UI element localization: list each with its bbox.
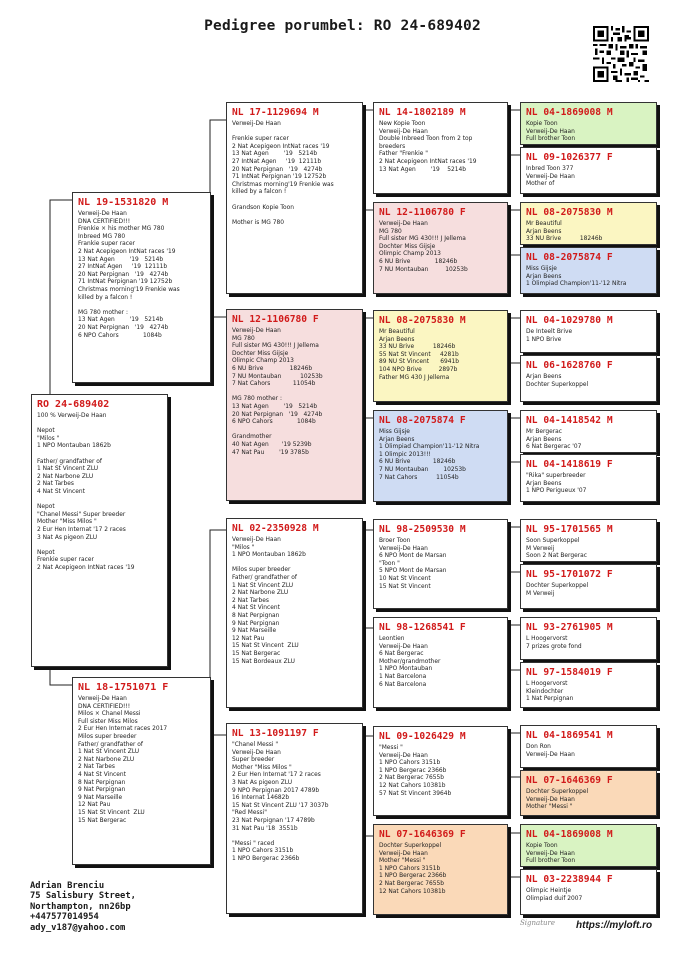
card-ring-number: NL 95-1701565 M — [526, 524, 613, 535]
card-subject[interactable] — [31, 394, 168, 667]
card-ring-number: NL 08-2075874 F — [379, 415, 466, 426]
card-ggp-3[interactable] — [373, 310, 508, 402]
card-details: Leontien Verweij-De Haan 6 Nat Bergerac Mother/grandmother 1 NPO Montauban 1 Nat Barcelona 6 Nat Barcelona — [379, 636, 441, 688]
card-ggp-8[interactable] — [373, 824, 508, 915]
website-link[interactable]: https://myloft.ro — [576, 920, 653, 931]
owner-phone[interactable]: +447577014954 — [30, 912, 99, 923]
card-paternal-grandmother[interactable] — [226, 309, 363, 501]
card-ring-number: NL 98-1268541 F — [379, 622, 466, 633]
card-details: L Hoogervorst Kleindochter 1 Nat Perpignan — [526, 681, 574, 703]
card-ring-number: NL 12-1106780 F — [379, 207, 466, 218]
card-details: Mr Bergerac Arjan Beens 6 Nat Bergerac '07 — [526, 429, 582, 451]
card-gggp-14[interactable] — [520, 770, 657, 816]
card-details: Verweij-De Haan MG 780 Full sister MG 430!!! J Jellema Dochter Miss Gijsje Olimpic Champ 2013 6 NU Brive 18246b 7 NU Montauban 10253b — [379, 221, 468, 273]
card-ring-number: NL 08-2075874 F — [526, 252, 613, 263]
card-details: Kopie Toon Verweij-De Haan Full brother Toon — [526, 121, 576, 143]
card-details: "Rika" superbreeder Arjan Beens 1 NPO Perigueux '07 — [526, 473, 587, 495]
card-details: Dochter Superkoppel M Verweij — [526, 583, 589, 597]
card-details: Don Ron Verweij-De Haan — [526, 744, 575, 758]
card-gggp-4[interactable] — [520, 247, 657, 294]
card-ring-number: NL 07-1646369 F — [526, 775, 613, 786]
card-gggp-16[interactable] — [520, 869, 657, 915]
card-ring-number: NL 04-1418542 M — [526, 415, 613, 426]
card-details: Kopie Toon Verweij-De Haan Full brother Toon — [526, 843, 576, 865]
card-maternal-grandfather[interactable] — [226, 518, 363, 708]
card-mother[interactable] — [72, 677, 211, 865]
card-gggp-12[interactable] — [520, 662, 657, 708]
card-ring-number: NL 14-1802189 M — [379, 107, 466, 118]
card-ring-number: NL 07-1646369 F — [379, 829, 466, 840]
card-ring-number: NL 08-2075830 M — [379, 315, 466, 326]
card-gggp-10[interactable] — [520, 564, 657, 609]
card-details: Verweij-De Haan "Milos " 1 NPO Montauban 1862b Milos super breeder Father/ grandfather of 1 Nat St Vincent ZLU 2 Nat Narbone ZLU 2 Nat Tarbes 4 Nat St Vincent 8 Nat Perpignan 9 Nat Perpignan 9 Nat Marseille 12 Nat Pau 15 Nat St Vincent ZLU 15 Nat Bergerac 15 Nat Bordeaux ZLU — [232, 537, 306, 665]
card-ggp-6[interactable] — [373, 617, 508, 708]
card-ggp-4[interactable] — [373, 410, 508, 502]
card-maternal-grandmother[interactable] — [226, 723, 363, 914]
card-ring-number: NL 04-1869008 M — [526, 829, 613, 840]
card-details: New Kopie Toon Verweij-De Haan Double Inbreed Toon from 2 top breeders Father "Frenkie " 2 Nat Acepigeon IntNat races '19 13 Nat Agen '19 5214b — [379, 121, 477, 173]
card-details: Olimpic Heintje Olimpiad duif 2007 — [526, 888, 583, 902]
card-ggp-5[interactable] — [373, 519, 508, 609]
card-ring-number: NL 18-1751071 F — [78, 682, 169, 693]
card-details: Mr Beautiful Arjan Beens 33 NU Brive 18246b 55 Nat St Vincent 4281b 89 NU St Vincent 6941b 104 NPO Brive 2897b Father MG 430 J Jellema — [379, 329, 460, 381]
card-ring-number: NL 02-2350928 M — [232, 523, 319, 534]
card-ggp-2[interactable] — [373, 202, 508, 294]
card-ggp-1[interactable] — [373, 102, 508, 194]
card-paternal-grandfather[interactable] — [226, 102, 363, 294]
card-father[interactable] — [72, 192, 211, 383]
card-details: Verweij-De Haan DNA CERTIFIED!!! Milos × Chanel Messi Full sister Miss Milos 2 Eur Hen Internat races 2017 Milos super breeder Father/ grandfather of 1 Nat St Vincent ZLU 2 Nat Narbone ZLU 2 Nat Tarbes 4 Nat St Vincent 8 Nat Perpignan 9 Nat Perpignan 9 Nat Marseille 12 Nat Pau 15 Nat St Vincent ZLU 15 Nat Bergerac — [78, 696, 168, 824]
card-details: Arjan Beens Dochter Superkoppel — [526, 374, 589, 388]
card-details: Soon Superkoppel M Verweij Soon 2 Nat Bergerac — [526, 538, 587, 560]
card-gggp-2[interactable] — [520, 147, 657, 194]
card-ring-number: NL 04-1869541 M — [526, 730, 613, 741]
card-details: Verweij-De Haan DNA CERTIFIED!!! Frenkie × his mother MG 780 Inbreed MG 780 Frankie super racer 2 Nat Acepigeon IntNat races '19 13 Nat Agen '19 5214b 27 IntNat Agen '19 12111b 20 Nat Perpignan '19 4274b 71 IntNat Perpignan '19 12752b Christmas morning'19 Frenkie was killed by a falcon ! MG 780 mother : 13 Nat Agen '19 5214b 20 Nat Perpignan '19 4274b 6 NPO Cahors 1084b — [78, 211, 180, 339]
owner-contact — [30, 881, 136, 933]
card-ring-number: NL 04-1418619 F — [526, 459, 613, 470]
card-gggp-13[interactable] — [520, 725, 657, 768]
card-details: Broer Toon Verweij-De Haan 6 NPO Mont de Marsan "Toon " 5 NPO Mont de Marsan 10 Nat St Vincent 15 Nat St Vincent — [379, 538, 447, 590]
card-ring-number: NL 17-1129694 M — [232, 107, 319, 118]
card-ring-number: NL 12-1106780 F — [232, 314, 319, 325]
card-details: Mr Beautiful Arjan Beens 33 NU Brive 18246b — [526, 221, 603, 243]
card-ring-number: NL 98-2509530 M — [379, 524, 466, 535]
owner-street: 75 Salisbury Street, — [30, 891, 136, 902]
card-ggp-7[interactable] — [373, 726, 508, 816]
card-ring-number: RO 24-689402 — [37, 399, 110, 410]
signature: Signature — [520, 919, 556, 927]
card-ring-number: NL 93-2761905 M — [526, 622, 613, 633]
owner-email[interactable]: ady_v187@yahoo.com — [30, 922, 126, 933]
card-gggp-8[interactable] — [520, 454, 657, 502]
card-ring-number: NL 09-1026429 M — [379, 731, 466, 742]
card-details: De Inteelt Brive 1 NPO Brive — [526, 329, 573, 343]
owner-name: Adrian Brenciu — [30, 881, 105, 891]
card-gggp-7[interactable] — [520, 410, 657, 453]
card-ring-number: NL 95-1701072 F — [526, 569, 613, 580]
card-ring-number: NL 97-1584019 F — [526, 667, 613, 678]
card-details: Miss Gijsje Arjan Beens 1 Olimpiad Champion'11-'12 Nitra — [526, 266, 627, 288]
card-gggp-15[interactable] — [520, 824, 657, 867]
card-gggp-1[interactable] — [520, 102, 657, 145]
card-gggp-11[interactable] — [520, 617, 657, 660]
card-details: "Chanel Messi " Verweij-De Haan Super breeder Mother "Miss Milos " 2 Eur Hen Internat '17 2 races 3 Nat As pigeon ZLU 9 NPO Perpignan 2017 4789b 16 Internat 14682b 15 Nat St Vincent ZLU '17 3037b "Red Messi" 23 Nat Perpignan '17 4789b 31 Nat Pau '18 3551b "Messi " raced 1 NPO Cahors 3151b 1 NPO Bergerac 2366b — [232, 742, 329, 862]
card-ring-number: NL 09-1026377 F — [526, 152, 613, 163]
card-ring-number: NL 06-1628760 F — [526, 360, 613, 371]
card-ring-number: NL 04-1029780 M — [526, 315, 613, 326]
card-gggp-6[interactable] — [520, 355, 657, 402]
owner-city: Northampton, nn26bp — [30, 901, 131, 912]
card-ring-number: NL 08-2075830 M — [526, 207, 613, 218]
card-details: Dochter Superkoppel Verweij-De Haan Mother "Messi " 1 NPO Cahors 3151b 1 NPO Bergerac 2366b 2 Nat Bergerac 7655b 12 Nat Cahors 10381b — [379, 843, 447, 895]
page-title: Pedigree porumbel: RO 24-689402 — [204, 18, 481, 34]
card-details: Inbred Toon 377 Verweij-De Haan Mother of — [526, 166, 575, 188]
card-gggp-5[interactable] — [520, 310, 657, 353]
card-ring-number: NL 13-1091197 F — [232, 728, 319, 739]
card-gggp-9[interactable] — [520, 519, 657, 562]
card-details: Verweij-De Haan Frenkie super racer 2 Nat Acepigeon IntNat races '19 13 Nat Agen '19 5214b 27 IntNat Agen '19 12111b 20 Nat Perpignan '19 4274b 71 IntNat Perpignan '19 12752b Christmas morning'19 Frenkie was killed by a falcon ! Grandson Kopie Toon Mother is MG 780 — [232, 121, 334, 226]
card-ring-number: NL 03-2238944 F — [526, 874, 613, 885]
card-details: L Hoogervorst 7 prizes grote fond — [526, 636, 582, 650]
card-details: Dochter Superkoppel Verweij-De Haan Mother "Messi " — [526, 789, 589, 811]
card-details: "Messi " Verweij-De Haan 1 NPO Cahors 3151b 1 NPO Bergerac 2366b 2 Nat Bergerac 7655b 12 Nat Cahors 10381b 57 Nat St Vincent 3964b — [379, 745, 452, 797]
card-details: Miss Gijsje Arjan Beens 1 Olimpiad Champion'11-'12 Nitra 1 Olimpic 2013!!! 6 NU Brive 18246b 7 NU Montauban 10253b 7 Nat Cahors 11054b — [379, 429, 480, 481]
card-details: Verweij-De Haan MG 780 Full sister MG 430!!! J Jellema Dochter Miss Gijsje Olimpic Champ 2013 6 NU Brive 18246b 7 NU Montauban 10253b 7 Nat Cahors 11054b MG 780 mother : 13 Nat Agen '19 5214b 20 Nat Perpignan '19 4274b 6 NPO Cahors 1084b Grandmother 40 Nat Agen '19 5239b 47 Nat Pau '19 3785b — [232, 328, 323, 456]
card-ring-number: NL 19-1531820 M — [78, 197, 169, 208]
card-gggp-3[interactable] — [520, 202, 657, 245]
card-ring-number: NL 04-1869008 M — [526, 107, 613, 118]
card-details: 100 % Verweij-De Haan Nepot "Milos " 1 NPO Montauban 1862b Father/ grandfather of 1 Nat St Vincent ZLU 2 Nat Narbone ZLU 2 Nat Tarbes 4 Nat St Vincent Nepot "Chanel Messi" Super breeder Mother "Miss Milos " 2 Eur Hen Internat '17 2 races 3 Nat As pigeon ZLU Nepot Frenkie super racer 2 Nat Acepigeon IntNat races '19 — [37, 413, 135, 571]
